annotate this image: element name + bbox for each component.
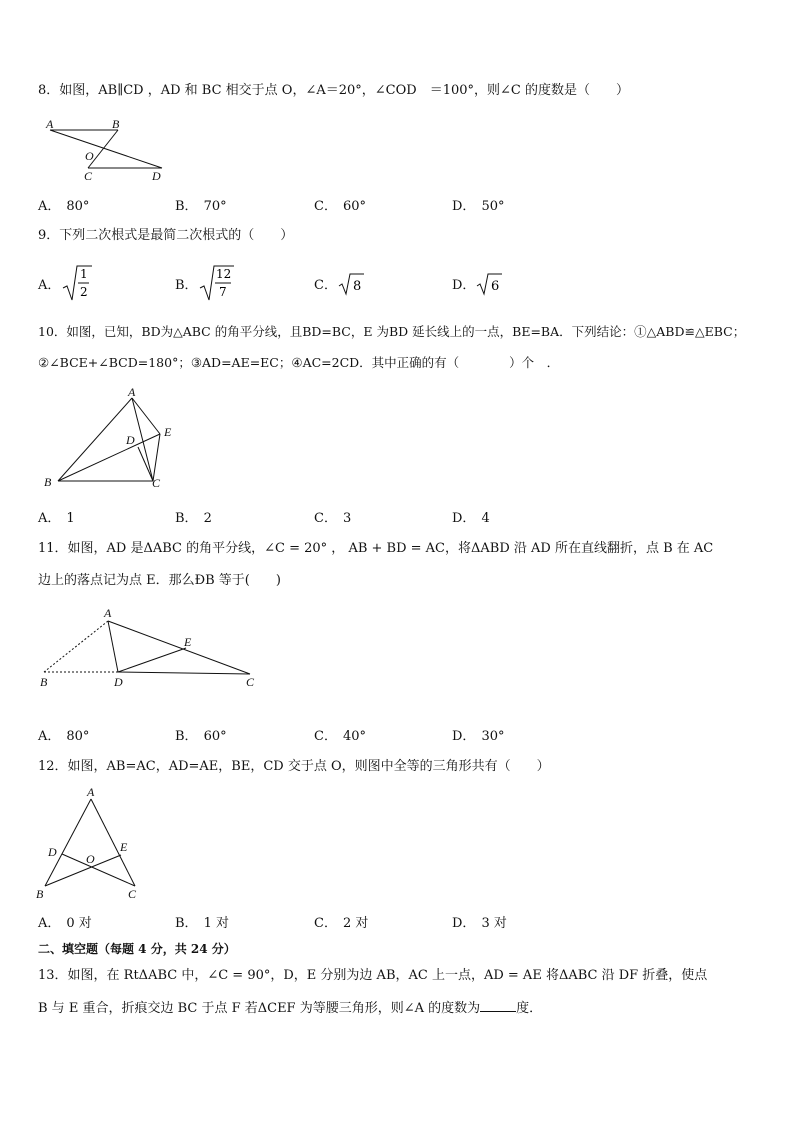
q10-segment-ac — [132, 398, 153, 481]
q12-segment-ac — [91, 799, 135, 886]
q10-option-b[interactable]: B． 2 — [175, 511, 212, 526]
q8-option-d[interactable]: D． 50° — [452, 199, 505, 214]
q9-stem: 9．下列二次根式是最简二次根式的（ ） — [38, 228, 294, 243]
q10-stem-line1: 10．如图，已知，BD为△ABC 的角平分线，且BD=BC，E 为BD 延长线上的一点，BE=BA．下列结论：①△ABD≌△EBC； — [38, 324, 746, 339]
q11-label-d: D — [114, 675, 123, 689]
svg-text:12: 12 — [216, 267, 232, 281]
svg-text:1: 1 — [80, 267, 88, 281]
q8-label-o: O — [85, 149, 94, 163]
q13-stem-line2-end: 度． — [516, 1001, 543, 1016]
q9-options: A． 1 2 B． 12 7 C． 8 D． 6 — [38, 272, 758, 306]
q12-label-b: B — [36, 887, 44, 901]
q9-sqrt-fraction-b — [199, 264, 235, 304]
q12-option-c[interactable]: C． 2 对 — [314, 916, 369, 931]
q13-stem-line2 — [38, 999, 542, 1018]
q9-sqrt-c — [338, 272, 366, 298]
q9-sqrt-d — [476, 272, 504, 298]
q11-label-e: E — [184, 635, 192, 649]
q10-options — [38, 509, 758, 529]
svg-text:7: 7 — [219, 285, 227, 299]
q13-answer-blank[interactable] — [480, 999, 516, 1012]
q11-label-a: A — [104, 606, 112, 620]
q12-options — [38, 914, 758, 934]
q11-figure — [36, 604, 266, 690]
q12-label-o: O — [86, 852, 95, 866]
q11-segment-de — [118, 648, 186, 672]
q10-option-d[interactable]: D． 4 — [452, 511, 490, 526]
q12-label-e: E — [120, 840, 128, 854]
q10-label-b: B — [44, 475, 52, 489]
q12-option-b[interactable]: B． 1 对 — [175, 916, 229, 931]
svg-text:6: 6 — [491, 279, 500, 294]
q8-option-a[interactable]: A． 80° — [38, 199, 90, 214]
q12-label-a: A — [87, 785, 95, 799]
q10-option-c[interactable]: C． 3 — [314, 511, 352, 526]
q11-stem-line1: 11．如图，AD 是ΔABC 的角平分线，∠C = 20° ， AB + BD = AC，将ΔABD 沿 AD 所在直线翻折，点 B 在 AC — [38, 541, 714, 556]
q10-label-a: A — [128, 385, 136, 399]
q11-segment-ad — [108, 621, 118, 672]
q11-label-b: B — [40, 675, 48, 689]
q13-stem-line2-text: B 与 E 重合，折痕交边 BC 于点 F 若ΔCEF 为等腰三角形，则∠A 的度数为 — [38, 1001, 481, 1016]
q8-label-c: C — [84, 169, 93, 183]
q12-figure — [34, 784, 144, 902]
q13-stem-line1: 13．如图，在 RtΔABC 中，∠C = 90°，D，E 分别为边 AB，AC 上一点，AD = AE 将ΔABC 沿 DF 折叠，使点 — [38, 968, 708, 983]
q8-figure — [40, 118, 170, 184]
q8-options — [38, 197, 758, 217]
svg-text:8: 8 — [353, 279, 362, 294]
q12-stem: 12．如图，AB=AC，AD=AE，BE，CD 交于点 O，则图中全等的三角形共有（ ） — [38, 759, 550, 774]
svg-text:2: 2 — [80, 285, 88, 299]
q11-option-b[interactable]: B． 60° — [175, 729, 227, 744]
q8-segment-ad — [50, 130, 162, 168]
q12-label-c: C — [128, 887, 137, 901]
q10-label-d: D — [126, 433, 135, 447]
q10-segment-be — [58, 434, 160, 481]
q8-option-c[interactable]: C． 60° — [314, 199, 366, 214]
q11-option-a[interactable]: A． 80° — [38, 729, 90, 744]
q10-option-a[interactable]: A． 1 — [38, 511, 75, 526]
q12-option-d[interactable]: D． 3 对 — [452, 916, 507, 931]
q11-label-c: C — [246, 675, 255, 689]
q11-option-c[interactable]: C． 40° — [314, 729, 366, 744]
section-2-heading: 二、填空题（每题 4 分，共 24 分） — [38, 942, 236, 956]
q12-label-d: D — [48, 845, 57, 859]
q11-segment-dc — [118, 672, 250, 674]
q8-label-b: B — [112, 118, 120, 131]
q12-segment-ab — [45, 799, 91, 886]
q11-option-d[interactable]: D． 30° — [452, 729, 505, 744]
q11-segment-ac — [108, 621, 250, 674]
q10-segment-ec — [153, 434, 160, 481]
q8-option-b[interactable]: B． 70° — [175, 199, 227, 214]
q9-sqrt-fraction-a — [62, 264, 92, 304]
q10-figure — [40, 384, 180, 494]
q10-segment-ab — [58, 398, 132, 481]
q12-option-a[interactable]: A． 0 对 — [38, 916, 92, 931]
q11-dashed-ab — [44, 621, 108, 672]
q8-label-d: D — [152, 169, 161, 183]
q8-stem: 8．如图，AB∥CD ，AD 和 BC 相交于点 O，∠A＝20°，∠COD ＝100°，则∠C 的度数是（ ） — [38, 83, 629, 98]
q8-label-a: A — [46, 118, 54, 131]
q10-label-c: C — [152, 476, 161, 490]
q10-label-e: E — [164, 425, 172, 439]
q10-stem-line2: ②∠BCE+∠BCD=180°；③AD=AE=EC；④AC=2CD．其中正确的有（ ）个 ． — [38, 355, 560, 370]
q12-segment-cd — [62, 854, 135, 886]
q11-options — [38, 727, 758, 747]
q11-stem-line2: 边上的落点记为点 E．那么ÐB 等于( ) — [38, 573, 281, 588]
q12-segment-be — [45, 855, 121, 886]
